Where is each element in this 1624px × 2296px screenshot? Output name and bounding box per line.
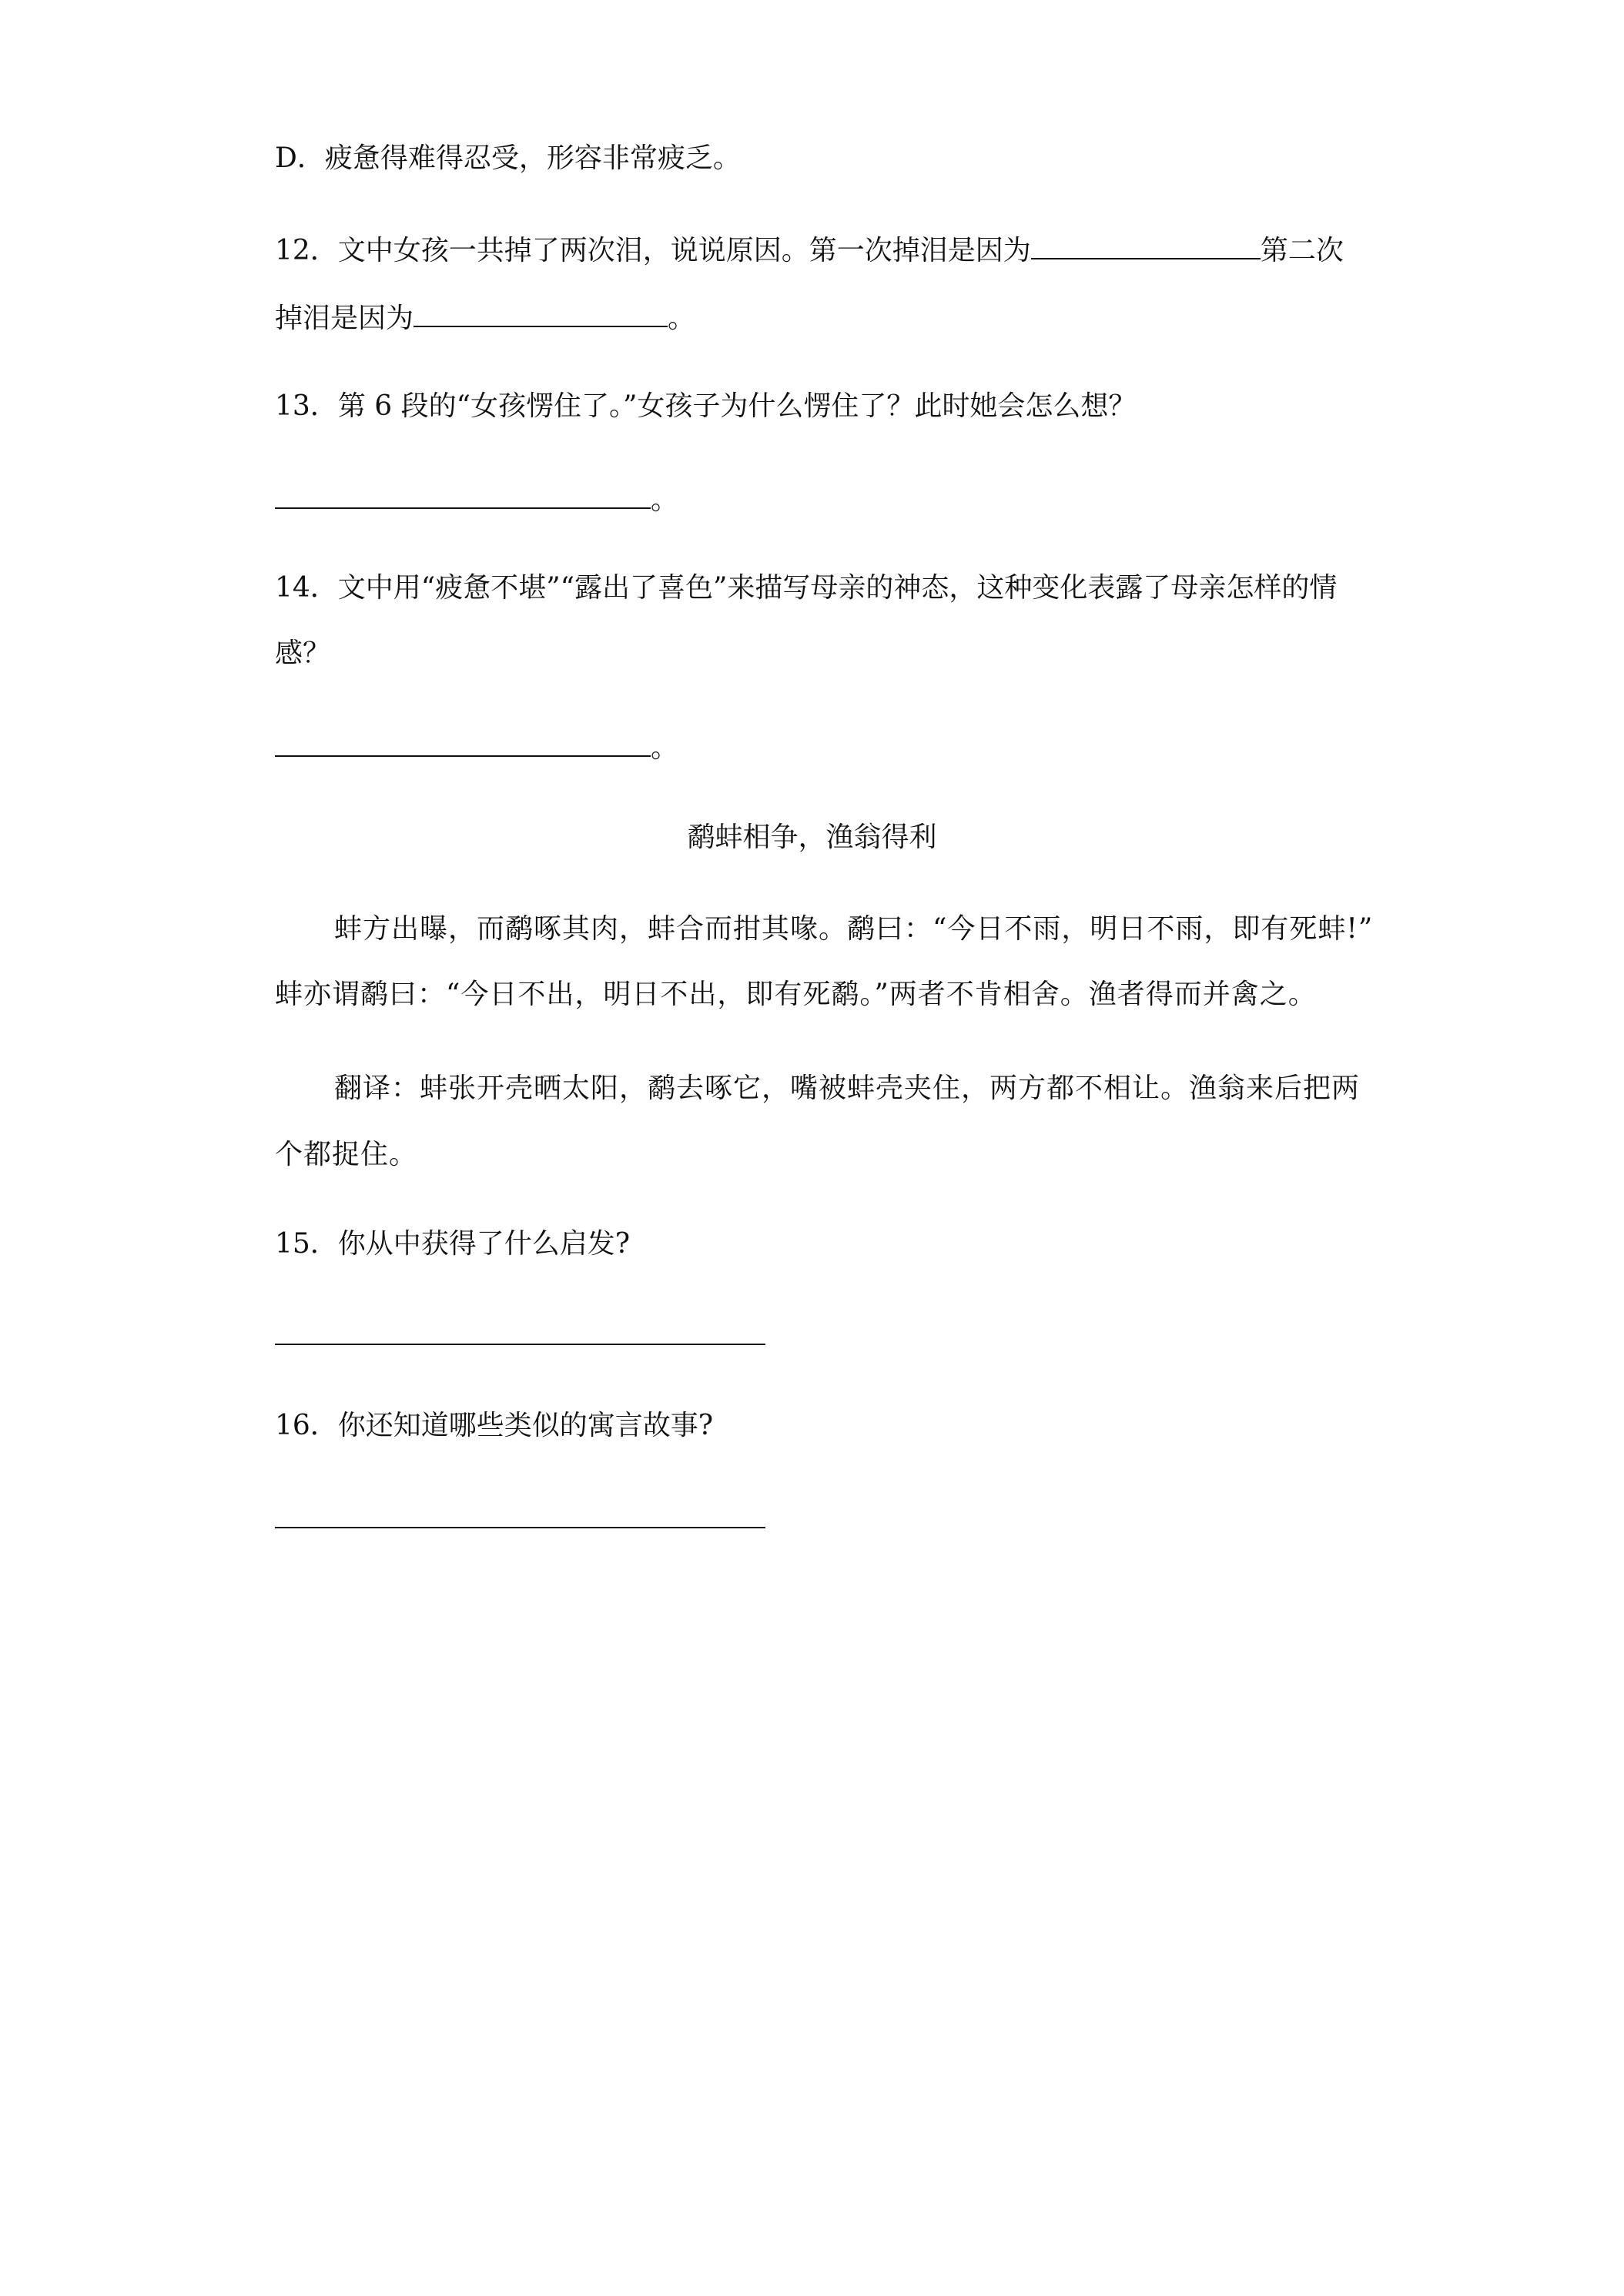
answer-blank-14[interactable]: [275, 732, 651, 757]
answer-blank-16[interactable]: [275, 1504, 765, 1528]
question-14-answer-line: [275, 730, 678, 767]
question-12-end: 。: [668, 303, 696, 334]
question-13: 13．第 6 段的“女孩愣住了。”女孩子为什么愣住了？此时她会怎么想？: [275, 390, 1137, 422]
answer-blank-15[interactable]: [275, 1320, 765, 1345]
question-13-end: 。: [651, 484, 679, 516]
question-14-line-2: 感？: [275, 638, 331, 669]
translation-line-1: 翻译：蚌张开壳晒太阳，鹬去啄它，嘴被蚌壳夹住，两方都不相让。渔翁来后把两: [334, 1073, 1361, 1104]
passage-title: 鹬蚌相争，渔翁得利: [687, 822, 937, 853]
question-14-end: 。: [651, 732, 679, 764]
option-d: D．疲惫得难得忍受，形容非常疲乏。: [275, 142, 741, 174]
question-16: 16．你还知道哪些类似的寓言故事?: [275, 1410, 714, 1441]
answer-blank-12b[interactable]: [414, 303, 668, 327]
question-13-answer-line: [275, 482, 678, 519]
passage-paragraph-1-line-2: 蚌亦谓鹬曰：“今日不出，明日不出，即有死鹬。”两者不肯相舍。渔者得而并禽之。: [275, 979, 1317, 1010]
question-12-line-1: [275, 233, 1344, 269]
question-12-continued: 第二次: [1260, 235, 1344, 266]
question-14-line-1: 14．文中用“疲惫不堪”“露出了喜色”来描写母亲的神态，这种变化表露了母亲怎样的情: [275, 572, 1338, 604]
answer-blank-12a[interactable]: [1031, 235, 1261, 259]
question-12-text: 12．文中女孩一共掉了两次泪，说说原因。第一次掉泪是因为: [275, 235, 1031, 266]
question-12-line-2: [275, 300, 695, 337]
question-15: 15．你从中获得了什么启发?: [275, 1228, 631, 1260]
answer-blank-13[interactable]: [275, 484, 651, 509]
passage-paragraph-1-line-1: 蚌方出曝，而鹬啄其肉，蚌合而拑其喙。鹬曰：“今日不雨，明日不雨，即有死蚌!”: [334, 913, 1374, 945]
question-12-text-2: 掉泪是因为: [275, 303, 414, 334]
question-16-answer-line: [275, 1501, 765, 1538]
translation-line-2: 个都捉住。: [275, 1139, 418, 1170]
question-15-answer-line: [275, 1318, 765, 1355]
